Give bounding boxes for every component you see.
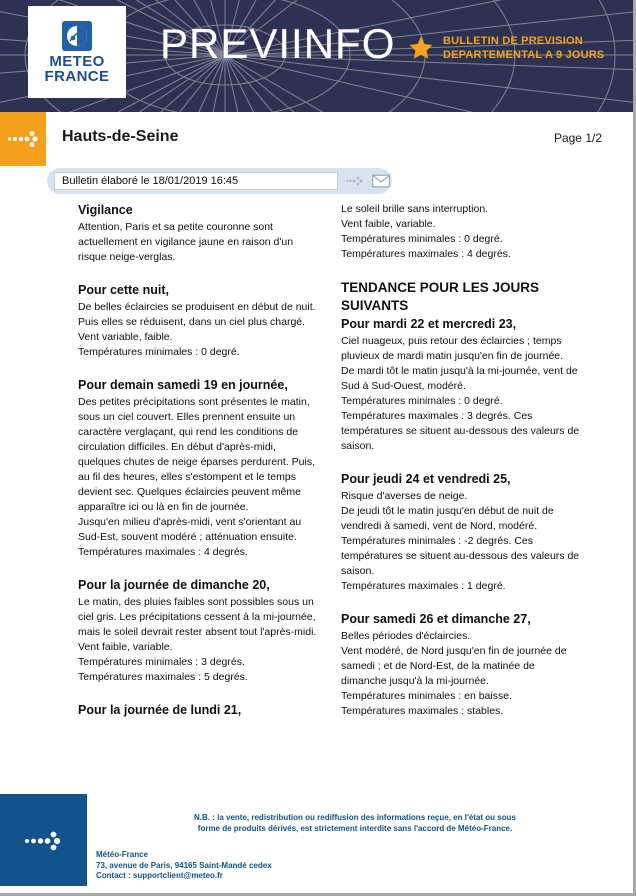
forecast-line: Ciel nuageux, puis retour des éclaircies ; temps [341, 335, 562, 347]
trend-title [341, 279, 599, 314]
forecast-section-heading: Pour mardi 22 et mercredi 23, [341, 317, 517, 331]
banner-subtitle-line2: DEPARTEMENTAL A 9 JOURS [443, 49, 605, 61]
forecast-section-text [341, 629, 599, 719]
forecast-section [78, 377, 331, 560]
forecast-section-heading: Pour demain samedi 19 en journée, [78, 378, 288, 392]
envelope-icon[interactable] [372, 174, 390, 188]
forecast-line: devient sec. Quelques éclaircies peuvent même [78, 486, 301, 498]
forecast-line: sous un ciel couvert. Elles prennent ensuite un [78, 411, 296, 423]
forecast-line: risque neige-verglas. [78, 251, 176, 263]
arrow-right-icon[interactable] [346, 174, 366, 188]
datebar-icon-group [346, 174, 390, 188]
forecast-line: Risque d'averses de neige. [341, 490, 468, 502]
forecast-section-text [341, 489, 599, 594]
forecast-line: ciel gris. Les précipitations cessent à la mi-journée, [78, 611, 316, 623]
forecast-section-text [78, 220, 331, 265]
forecast-line: températures se situent au-dessous des valeurs de [341, 550, 580, 562]
forecast-section-heading: Pour la journée de dimanche 20, [78, 578, 270, 592]
forecast-line: Températures maximales : 5 degrés. [78, 671, 248, 683]
forecast-line: samedi ; et de Nord-Est, de la matinée de [341, 660, 535, 672]
forecast-line: saison. [341, 565, 375, 577]
forecast-line: caractère verglaçant, qui rend les conditions de [78, 426, 299, 438]
forecast-section-text [78, 595, 331, 685]
footer-address [96, 850, 272, 882]
bulletin-content [0, 202, 633, 762]
forecast-section-text [78, 300, 331, 360]
forecast-section [78, 577, 331, 685]
forecast-line: Vent faible, variable. [78, 641, 173, 653]
forecast-line: Le matin, des pluies faibles sont possibles sous un [78, 596, 314, 608]
forecast-line: Sud à Sud-Ouest, modéré. [341, 380, 466, 392]
logo-text-meteo: METEO [49, 52, 105, 70]
forecast-line: Températures maximales : 4 degrés. [78, 546, 248, 558]
forecast-line: Températures minimales : 0 degré. [341, 233, 503, 245]
forecast-column-left [78, 202, 331, 735]
bulletin-date-input[interactable]: Bulletin élaboré le 18/01/2019 16:45 [54, 172, 338, 190]
forecast-line: Jusqu'en milieu d'après-midi, vent s'orientant au [78, 516, 302, 528]
forecast-line: Des petites précipitations sont présentes le matin, [78, 396, 310, 408]
forecast-section [341, 471, 599, 594]
forecast-section-heading: Vigilance [78, 203, 133, 217]
forecast-line: Sud-Est, souvent modéré ; atténuation ensuite. [78, 531, 297, 543]
forecast-section [78, 202, 331, 265]
forecast-line: Températures minimales : 0 degré. [341, 395, 503, 407]
forecast-line: Le soleil brille sans interruption. [341, 203, 489, 215]
forecast-line: Températures maximales : 3 degrés. Ces [341, 410, 533, 422]
logo-text-france: FRANCE [44, 67, 110, 85]
banner [0, 0, 636, 112]
forecast-section [341, 611, 599, 719]
trend-title-line2: SUIVANTS [341, 298, 409, 313]
forecast-continuation [341, 202, 599, 262]
forecast-section-text [341, 334, 599, 454]
forecast-line: Températures minimales : -2 degrés. Ces [341, 535, 533, 547]
footer-notice-line1: N.B. : la vente, redistribution ou rediffusion des informations reçue, en l'état ou sous [194, 813, 516, 822]
forecast-line: saison. [341, 440, 375, 452]
forecast-line: De belles éclaircies se produisent en début de nuit. [78, 301, 316, 313]
banner-subtitle-line1: BULLETIN DE PREVISION [443, 35, 583, 47]
page-title: Hauts-de-Seine [62, 128, 179, 145]
forecast-section [78, 702, 331, 718]
forecast-section-heading: Pour la journée de lundi 21, [78, 703, 242, 717]
forecast-line: De mardi tôt le matin jusqu'à la mi-journée, vent de [341, 365, 578, 377]
forecast-line: Vent variable, faible. [78, 331, 173, 343]
meteo-france-logo [28, 6, 126, 98]
forecast-section [341, 316, 599, 454]
forecast-column-right [341, 202, 599, 736]
forecast-line: Températures minimales : 3 degrés. [78, 656, 245, 668]
forecast-line: Belles périodes d'éclaircies. [341, 630, 471, 642]
meteo-france-swoosh-badge [0, 112, 46, 166]
footer-logo-block [0, 794, 87, 886]
forecast-line: De jeudi tôt le matin jusqu'en début de nuit de [341, 505, 554, 517]
star-icon [409, 36, 433, 60]
forecast-line: Puis elles se réduisent, dans un ciel plus chargé. [78, 316, 306, 328]
forecast-line: vendredi à samedi, vent de Nord, modéré. [341, 520, 538, 532]
bulletin-datebar-row [0, 166, 633, 202]
forecast-line: Attention, Paris et sa petite couronne sont [78, 221, 273, 233]
forecast-line: températures se situent au-dessous des valeurs de [341, 425, 580, 437]
forecast-section-text [78, 395, 331, 560]
banner-subtitle [443, 34, 604, 62]
forecast-section-heading: Pour jeudi 24 et vendredi 25, [341, 472, 511, 486]
forecast-line: Vent faible, variable. [341, 218, 436, 230]
forecast-line: mais le soleil devrait rester absent tout l'après-midi. [78, 626, 317, 638]
forecast-line: pluvieux de mardi matin jusqu'en fin de journée. [341, 350, 564, 362]
page-footer [0, 794, 633, 890]
forecast-section [78, 282, 331, 360]
forecast-line: Températures minimales : 0 degré. [78, 346, 240, 358]
forecast-section-heading: Pour cette nuit, [78, 283, 169, 297]
forecast-line: Températures maximales : 4 degrés. [341, 248, 511, 260]
footer-notice-line2: forme de produits dérivés, est strictement interdite sans l'accord de Météo-France. [197, 824, 513, 833]
forecast-line: circulation difficiles. En début d'après-midi, [78, 441, 276, 453]
banner-title: PREVIINFO [160, 20, 396, 67]
forecast-line: Vent modéré, de Nord jusqu'en fin de journée de [341, 645, 567, 657]
trend-title-line1: TENDANCE POUR LES JOURS [341, 280, 540, 295]
footer-contact[interactable]: Contact : supportclient@meteo.fr [96, 871, 223, 880]
footer-org: Météo-France [96, 850, 149, 859]
forecast-line: Températures maximales : stables. [341, 705, 504, 717]
bulletin-datebar [47, 168, 392, 194]
footer-street: 73, avenue de Paris, 94165 Saint-Mandé cedex [96, 860, 272, 870]
forecast-line: quelques chutes de neige éparses perdurent. Puis, [78, 456, 315, 468]
forecast-line: dimanche jusqu'à la mi-journée. [341, 675, 489, 687]
department-header [0, 112, 633, 166]
forecast-line: apparaître ici ou là en fin de journée. [78, 501, 249, 513]
footer-notice [95, 812, 615, 834]
page-number: Page 1/2 [553, 131, 602, 145]
arrow-swoosh-icon [24, 827, 64, 855]
forecast-section-heading: Pour samedi 26 et dimanche 27, [341, 612, 531, 626]
forecast-line: Températures maximales : 1 degré. [341, 580, 506, 592]
forecast-line: au fil des heures, elles s'estompent et le temps [78, 471, 296, 483]
forecast-line: Températures minimales : en baisse. [341, 690, 512, 702]
forecast-line: actuellement en vigilance jaune en raison d'un [78, 236, 294, 248]
arrow-swoosh-icon [7, 127, 39, 151]
meteo-france-logo-mark-icon [62, 21, 92, 51]
